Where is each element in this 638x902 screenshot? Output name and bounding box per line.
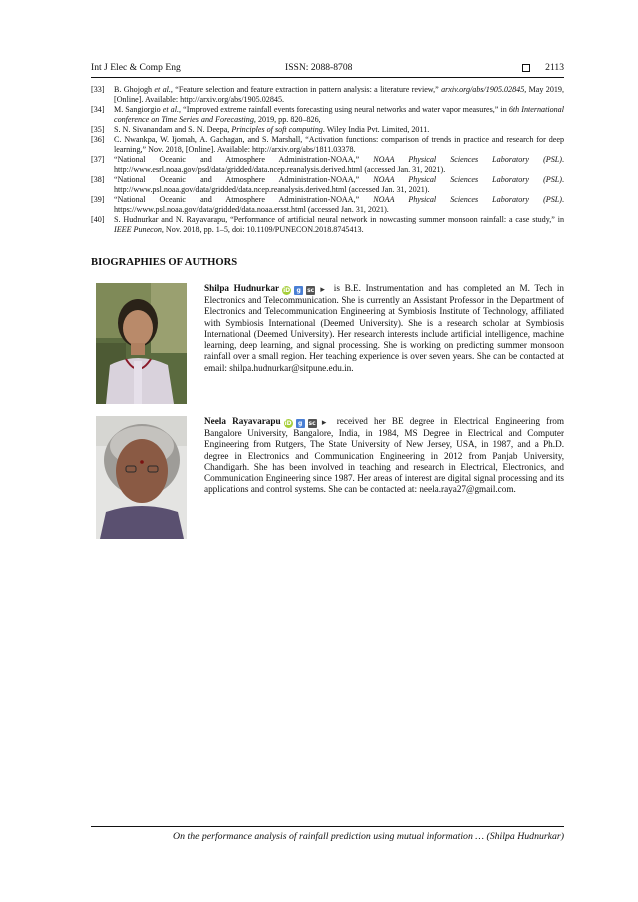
profile-links — [284, 419, 329, 428]
reference-number: [33] — [91, 85, 105, 94]
reference-number: [37] — [91, 155, 105, 164]
reference-item — [91, 215, 564, 235]
profile-links — [282, 286, 327, 295]
google-scholar-icon[interactable]: g — [296, 419, 305, 428]
reference-text: S. Hudnurkar and N. Rayavarapu, “Performance of artificial neural network in nowcasting summer monsoon rainfall: a case study,” in IEEE Punecon, Nov. 2018, pp. 1–5, doi: 10.1109/PUNECON.2018.8745413. — [114, 215, 564, 234]
page-number: 2113 — [545, 62, 564, 73]
biographies-heading: BIOGRAPHIES OF AUTHORS — [91, 257, 238, 268]
scopus-icon[interactable]: sc — [307, 287, 315, 294]
page-number-group — [522, 62, 564, 73]
web-of-science-icon[interactable]: ▸ — [321, 418, 327, 428]
author-name: Neela Rayavarapu — [204, 416, 281, 426]
reference-item — [91, 195, 564, 215]
reference-item — [91, 125, 564, 135]
issn: ISSN: 2088-8708 — [285, 62, 353, 73]
reference-text: S. N. Sivanandam and S. N. Deepa, Principles of soft computing. Wiley India Pvt. Limited, 2011. — [114, 125, 430, 134]
reference-number: [34] — [91, 105, 105, 114]
reference-number: [38] — [91, 175, 105, 184]
reference-item — [91, 105, 564, 125]
author-bio — [91, 416, 564, 540]
reference-number: [40] — [91, 215, 105, 224]
author-photo — [96, 416, 187, 539]
footer-divider — [91, 826, 564, 827]
scopus-icon[interactable]: sc — [308, 420, 316, 427]
reference-list — [91, 85, 564, 235]
google-scholar-icon[interactable]: g — [294, 286, 303, 295]
orcid-icon[interactable]: iD — [284, 420, 292, 427]
reference-text: M. Sangiorgio et al., “Improved extreme rainfall events forecasting using neural networks and water vapor measures,” in 6th International conference on Time Series and Forecasting, 2019, pp. 820–826, — [114, 105, 564, 124]
reference-text: B. Ghojogh et al., “Feature selection and feature extraction in pattern analysis: a literature review,” arxiv.org/abs/1905.02845, May 2019, [Online]. Available: http://arxiv.org/abs/1905.02845. — [114, 85, 564, 104]
page-header — [91, 62, 564, 76]
author-description: is B.E. Instrumentation and has completed an M. Tech in Electronics and Telecommunication. She is currently an Assistant Professor in the Department of Electronics and Telecommunication Engineering at Symbiosis Institute of Technology, affiliated with Symbiosis International (Deemed University). She is a research scholar at Symbiosis International (Deemed University). Her research interests include artificial intelligence, machine learning, deep learning, and signal processing. She is working on predicting summer monsoon rainfall over a small region. Her teaching experience is over seven years. She can be contacted at email: shilpa.hudnurkar@sitpune.edu.in. — [204, 283, 564, 373]
reference-item — [91, 175, 564, 195]
web-of-science-icon[interactable]: ▸ — [320, 285, 325, 295]
author-photo — [96, 283, 187, 404]
reference-text: “National Oceanic and Atmosphere Administration-NOAA,” NOAA Physical Sciences Laboratory (PSL). https://www.psl.noaa.gov/data/gridded/data.noaa.ersst.html (accessed Jan. 31, 2021). — [114, 195, 564, 214]
reference-item — [91, 85, 564, 105]
square-icon — [522, 64, 530, 72]
running-footer: On the performance analysis of rainfall prediction using mutual information … (Shilpa Hudnurkar) — [173, 831, 564, 842]
reference-item — [91, 155, 564, 175]
reference-number: [39] — [91, 195, 105, 204]
reference-text: C. Nwankpa, W. Ijomah, A. Gachagan, and S. Marshall, “Activation functions: comparison of trends in practice and research for deep learning,” Nov. 2018, [Online]. Available: http://arxiv.org/abs/1811.03378. — [114, 135, 564, 154]
reference-number: [36] — [91, 135, 105, 144]
author-bio-text — [204, 416, 564, 496]
reference-number: [35] — [91, 125, 105, 134]
header-divider — [91, 77, 564, 78]
author-bio — [91, 283, 564, 405]
reference-text: “National Oceanic and Atmosphere Administration-NOAA,” NOAA Physical Sciences Laboratory (PSL). http://www.psl.noaa.gov/data/gridded/data.ncep.reanalysis.derived.html (accessed Jan. 31, 2021). — [114, 175, 564, 194]
orcid-icon[interactable]: iD — [283, 287, 291, 294]
author-name: Shilpa Hudnurkar — [204, 283, 280, 293]
author-bio-text — [204, 283, 564, 374]
reference-text: “National Oceanic and Atmosphere Administration-NOAA,” NOAA Physical Sciences Laboratory (PSL). http://www.esrl.noaa.gov/psd/data/gridded/data.ncep.reanalysis.derived.html (accessed Jan. 31, 2021). — [114, 155, 564, 174]
reference-item — [91, 135, 564, 155]
author-description: received her BE degree in Electrical Engineering from Bangalore University, Bangalore, India, in 1984, MS Degree in Electrical and Computer Engineering from Rutgers, The State University of New Jersey, USA, in 1987, and a Ph.D. degree in Electronics and Communication Engineering in 2012 from Panjab University, Chandigarh. She has been involved in teaching and research in Electrical, Electronics, and Communication Engineering since 1987. Her areas of interest are digital signal processing and its applications and control systems. She can be contacted at: neela.raya27@gmail.com. — [204, 416, 564, 495]
journal-name: Int J Elec & Comp Eng — [91, 62, 181, 73]
